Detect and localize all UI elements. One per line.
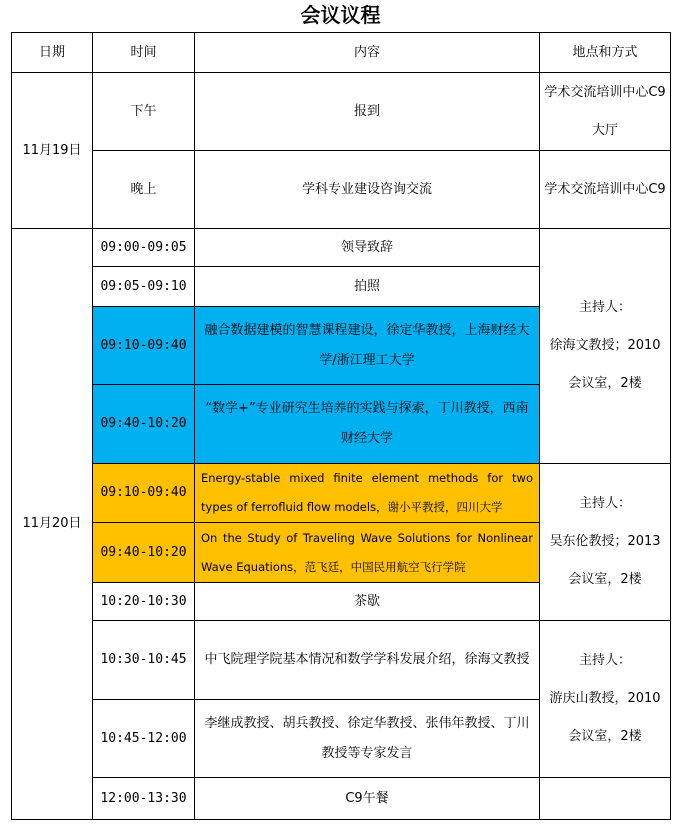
time-cell: 10:30-10:45 [93, 621, 195, 700]
host-cell [540, 464, 671, 621]
date-cell: 11月19日 [12, 73, 93, 229]
location-cell: 学术交流培训中心C9 [540, 151, 671, 229]
time-cell: 晚上 [93, 151, 195, 229]
time-cell: 下午 [93, 73, 195, 151]
content-cell: 融合数据建模的智慧课程建设，徐定华教授，上海财经大学/浙江理工大学 [195, 307, 540, 385]
content-cell: 中飞院理学院基本情况和数学学科发展介绍，徐海文教授 [195, 621, 540, 700]
time-cell: 10:45-12:00 [93, 700, 195, 778]
host-room: 会议室，2楼 [568, 729, 642, 744]
time-cell: 09:00-09:05 [93, 229, 195, 267]
host-label: 主持人： [578, 496, 631, 511]
table-row [12, 464, 671, 523]
content-cell: “数学+”专业研究生培养的实践与探索，丁川教授，西南财经大学 [195, 385, 540, 464]
host-cell [540, 621, 671, 778]
content-cell: 李继成教授、胡兵教授、徐定华教授、张伟年教授、丁川教授等专家发言 [195, 700, 540, 778]
agenda-table [11, 32, 671, 820]
header-location: 地点和方式 [540, 33, 671, 73]
header-row [12, 33, 671, 73]
location-cell: 学术交流培训中心C9大厅 [540, 73, 671, 151]
host-name: 游庆山教授，2010 [549, 691, 661, 706]
time-cell: 09:05-09:10 [93, 267, 195, 307]
content-cell: 拍照 [195, 267, 540, 307]
content-cell: On the Study of Traveling Wave Solutions for Nonlinear Wave Equations，范飞廷，中国民用航空飞行学院 [195, 523, 540, 583]
header-content: 内容 [195, 33, 540, 73]
host-cell [540, 229, 671, 464]
table-row [12, 621, 671, 700]
host-room: 会议室，2楼 [568, 572, 642, 587]
date-cell: 11月20日 [12, 229, 93, 820]
time-cell: 09:10-09:40 [93, 307, 195, 385]
content-cell: 领导致辞 [195, 229, 540, 267]
host-room: 会议室，2楼 [568, 376, 642, 391]
time-cell: 09:40-10:20 [93, 385, 195, 464]
host-name: 徐海文教授；2010 [549, 338, 661, 353]
table-row [12, 151, 671, 229]
content-cell: 报到 [195, 73, 540, 151]
time-cell: 09:10-09:40 [93, 464, 195, 523]
content-cell: 茶歇 [195, 583, 540, 621]
time-cell: 10:20-10:30 [93, 583, 195, 621]
time-cell: 09:40-10:20 [93, 523, 195, 583]
header-date: 日期 [12, 33, 93, 73]
page-title: 会议议程 [300, 3, 381, 27]
table-row [12, 229, 671, 267]
table-row [12, 73, 671, 151]
header-time: 时间 [93, 33, 195, 73]
host-label: 主持人： [578, 300, 631, 315]
table-row [12, 778, 671, 820]
content-cell: C9午餐 [195, 778, 540, 820]
host-label: 主持人： [578, 653, 631, 668]
host-name: 吴东伦教授；2013 [549, 534, 661, 549]
content-cell: Energy-stable mixed finite element methods for two types of ferrofluid flow models，谢小平教授，四川大学 [195, 464, 540, 523]
content-cell: 学科专业建设咨询交流 [195, 151, 540, 229]
time-cell: 12:00-13:30 [93, 778, 195, 820]
empty-cell [540, 778, 671, 820]
